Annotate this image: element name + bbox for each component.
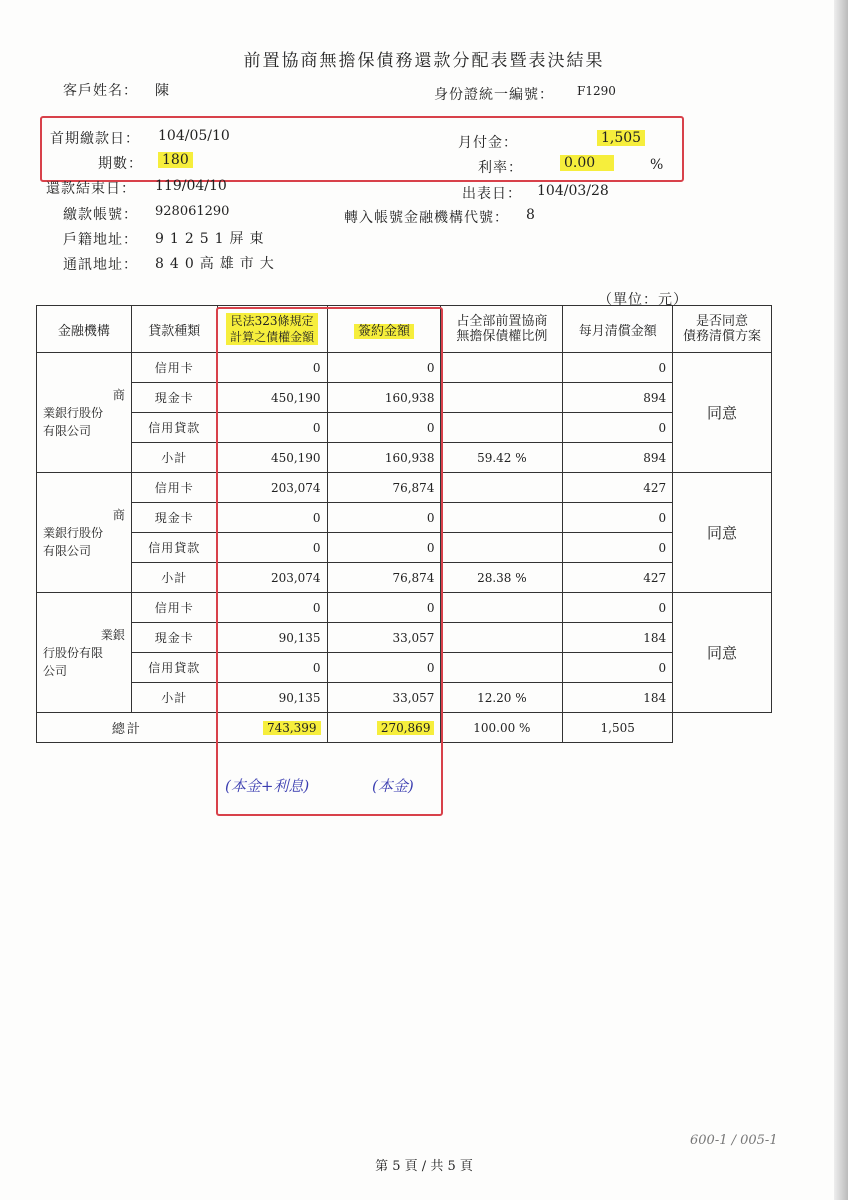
- col-claim-line1: 民法323條規定: [230, 314, 314, 328]
- signed-amount: 0: [327, 533, 441, 563]
- signed-amount: 33,057: [327, 623, 441, 653]
- claim-amount: 450,190: [217, 443, 327, 473]
- customer-value: 陳: [155, 83, 169, 99]
- loan-type: 現金卡: [131, 623, 217, 653]
- loan-type: 現金卡: [131, 503, 217, 533]
- col-loan-type: 貸款種類: [131, 306, 217, 353]
- col-monthly: 每月清償金額: [563, 306, 673, 353]
- rate-value: 0.00: [560, 155, 614, 171]
- claim-amount: 0: [217, 353, 327, 383]
- signed-amount: 33,057: [327, 683, 441, 713]
- col-ratio: [441, 306, 563, 353]
- monthly-amount: 894: [563, 443, 673, 473]
- bank-name-line: 業銀行股份: [43, 525, 104, 540]
- ratio: [441, 383, 563, 413]
- monthly-amount: 0: [563, 503, 673, 533]
- loan-type: 信用貸款: [131, 533, 217, 563]
- claim-amount: 0: [217, 533, 327, 563]
- loan-type: 信用卡: [131, 473, 217, 503]
- monthly-amount: 427: [563, 473, 673, 503]
- bank-name: [37, 473, 132, 593]
- periods-label: 期數：: [98, 156, 143, 172]
- col-agree-line1: 是否同意: [696, 314, 749, 329]
- signed-amount: 0: [327, 353, 441, 383]
- end-value: 119/04/10: [155, 178, 227, 194]
- total-ratio: 100.00 %: [441, 713, 563, 743]
- mail-label: 通訊地址：: [63, 257, 138, 273]
- loan-type: 小計: [131, 683, 217, 713]
- total-monthly: 1,505: [563, 713, 673, 743]
- monthly-value: 1,505: [597, 130, 645, 146]
- bank-name-line: 商: [112, 387, 125, 402]
- loan-type: 現金卡: [131, 383, 217, 413]
- loan-type: 信用貸款: [131, 413, 217, 443]
- ratio: [441, 473, 563, 503]
- ratio: [441, 653, 563, 683]
- end-label: 還款結束日：: [46, 181, 136, 197]
- bank-name-line: 商: [112, 507, 125, 522]
- loan-type: 小計: [131, 443, 217, 473]
- rate-unit: %: [650, 157, 664, 173]
- ratio: [441, 353, 563, 383]
- claim-amount: 450,190: [217, 383, 327, 413]
- col-institution: 金融機構: [37, 306, 132, 353]
- signed-amount: 76,874: [327, 563, 441, 593]
- agree-status: 同意: [673, 353, 772, 473]
- signed-amount: 0: [327, 653, 441, 683]
- periods-value: 180: [158, 152, 193, 168]
- handwritten-right: (本金): [372, 777, 414, 795]
- page-edge: [834, 0, 848, 1200]
- rate-label: 利率：: [478, 160, 523, 176]
- bank-name-line: 有限公司: [43, 423, 92, 438]
- signed-amount: 0: [327, 503, 441, 533]
- ratio: 12.20 %: [441, 683, 563, 713]
- signed-amount: 160,938: [327, 443, 441, 473]
- ratio: 28.38 %: [441, 563, 563, 593]
- monthly-amount: 184: [563, 683, 673, 713]
- ratio: [441, 413, 563, 443]
- ratio: [441, 593, 563, 623]
- transfer-value: 8: [526, 207, 535, 223]
- agree-status: 同意: [673, 473, 772, 593]
- id-value: F1290: [577, 84, 616, 98]
- signed-amount: 0: [327, 413, 441, 443]
- total-label: 總計: [37, 713, 218, 743]
- col-signed-label: 簽約金額: [354, 324, 414, 339]
- col-agree: [673, 306, 772, 353]
- ratio: [441, 503, 563, 533]
- ratio: [441, 533, 563, 563]
- page-footer: 第 5 頁 / 共 5 頁: [375, 1159, 473, 1174]
- col-claim-line2: 計算之債權金額: [230, 330, 315, 344]
- signed-amount: 160,938: [327, 383, 441, 413]
- bank-name-line: 業銀: [100, 627, 125, 642]
- col-agree-line2: 債務清償方案: [683, 329, 762, 344]
- handwritten-margin: 600-1 / 005-1: [690, 1133, 778, 1148]
- monthly-amount: 894: [563, 383, 673, 413]
- monthly-amount: 0: [563, 413, 673, 443]
- handwritten-left: (本金+利息): [225, 777, 310, 795]
- first-pay-value: 104/05/10: [158, 128, 230, 144]
- claim-amount: 203,074: [217, 563, 327, 593]
- account-label: 繳款帳號：: [63, 207, 138, 223]
- bank-name: [37, 593, 132, 713]
- claim-amount: 0: [217, 653, 327, 683]
- account-value: 928061290: [155, 204, 230, 219]
- signed-amount: 76,874: [327, 473, 441, 503]
- claim-amount: 90,135: [217, 623, 327, 653]
- loan-type: 信用貸款: [131, 653, 217, 683]
- issue-label: 出表日：: [462, 186, 522, 202]
- page-title: 前置協商無擔保債務還款分配表暨表決結果: [243, 51, 605, 71]
- loan-type: 小計: [131, 563, 217, 593]
- customer-label: 客戶姓名：: [63, 83, 138, 99]
- claim-amount: 203,074: [217, 473, 327, 503]
- id-label: 身份證統一編號：: [434, 87, 554, 103]
- bank-name: [37, 353, 132, 473]
- signed-amount: 0: [327, 593, 441, 623]
- total-claim-value: 743,399: [263, 721, 321, 735]
- monthly-amount: 0: [563, 653, 673, 683]
- columns-highlight-box: [216, 307, 443, 816]
- claim-amount: 0: [217, 503, 327, 533]
- agree-status: 同意: [673, 593, 772, 713]
- mail-value: 840高雄市大: [155, 256, 280, 272]
- monthly-amount: 427: [563, 563, 673, 593]
- issue-value: 104/03/28: [537, 183, 609, 199]
- total-empty: [673, 713, 772, 743]
- ratio: 59.42 %: [441, 443, 563, 473]
- bank-name-line: 行股份有限: [43, 645, 104, 660]
- monthly-amount: 0: [563, 533, 673, 563]
- claim-amount: 0: [217, 593, 327, 623]
- bank-name-line: 業銀行股份: [43, 405, 104, 420]
- household-value: 91251屏東: [155, 231, 270, 247]
- transfer-label: 轉入帳號金融機構代號：: [344, 210, 509, 226]
- claim-amount: 90,135: [217, 683, 327, 713]
- monthly-amount: 0: [563, 593, 673, 623]
- unit-label: （單位：元）: [598, 292, 688, 308]
- first-pay-label: 首期繳款日：: [50, 131, 140, 147]
- claim-amount: 0: [217, 413, 327, 443]
- monthly-amount: 0: [563, 353, 673, 383]
- col-ratio-line2: 無擔保債權比例: [456, 329, 548, 344]
- household-label: 戶籍地址：: [63, 232, 138, 248]
- bank-name-line: 公司: [43, 663, 68, 678]
- monthly-label: 月付金：: [458, 135, 518, 151]
- total-signed-value: 270,869: [377, 721, 435, 735]
- monthly-amount: 184: [563, 623, 673, 653]
- col-ratio-line1: 占全部前置協商: [456, 314, 548, 329]
- loan-type: 信用卡: [131, 593, 217, 623]
- loan-type: 信用卡: [131, 353, 217, 383]
- bank-name-line: 有限公司: [43, 543, 92, 558]
- ratio: [441, 623, 563, 653]
